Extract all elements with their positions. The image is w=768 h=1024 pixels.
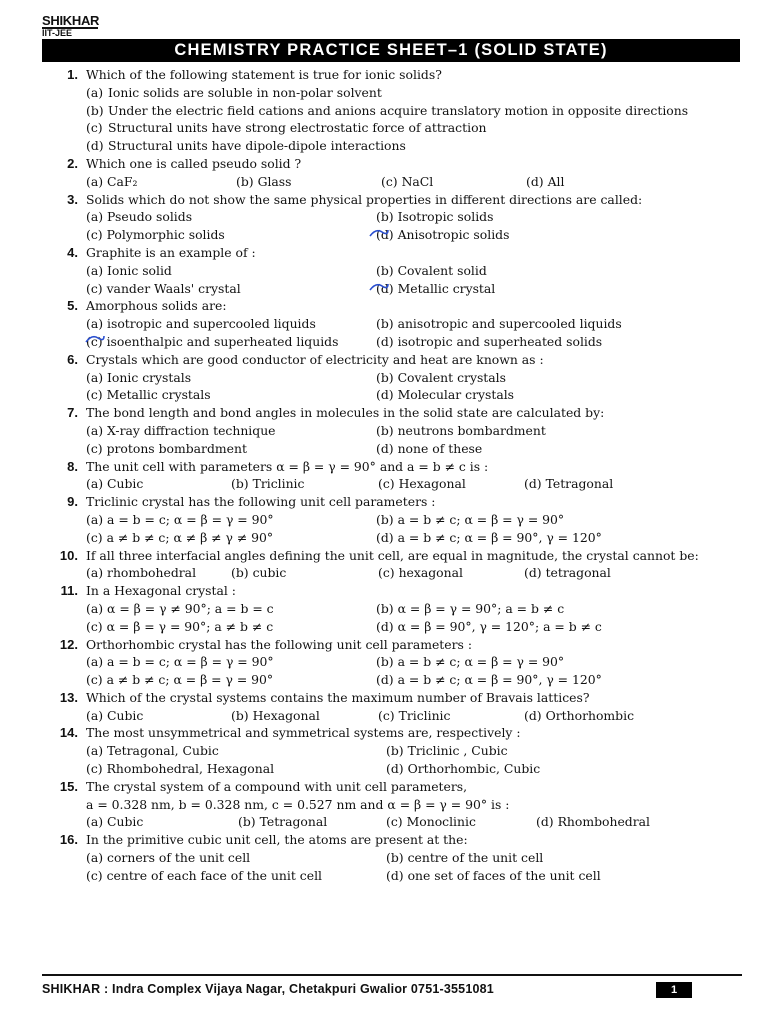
option-text: centre of the unit cell: [407, 850, 544, 866]
question-16: [42, 831, 742, 884]
option-text: none of these: [397, 440, 483, 456]
option-letter: (d): [86, 138, 104, 154]
option-text: Tetragonal, Cubic: [107, 743, 219, 759]
option-letter: (d): [386, 761, 404, 777]
option: [386, 760, 540, 778]
option-letter: (c): [86, 529, 103, 545]
option: [376, 529, 602, 547]
options-row: [86, 440, 742, 458]
question-number: 13.: [59, 689, 78, 705]
option-letter: (b): [238, 814, 256, 830]
option: [386, 867, 601, 885]
option-text: Cubic: [107, 814, 144, 830]
options-row: [86, 369, 742, 387]
option-letter: (a): [86, 850, 104, 866]
option-text: isotropic and superheated solids: [397, 333, 603, 349]
question-14: [42, 724, 742, 777]
option-letter: (a): [86, 600, 104, 616]
option-letter: (b): [376, 262, 394, 278]
question-number: 12.: [59, 636, 78, 652]
question-7: [42, 404, 742, 457]
question-text: Triclinic crystal has the following unit cell parameters :: [86, 494, 436, 510]
option: [524, 707, 634, 725]
option-letter: (c): [86, 618, 103, 634]
option-letter: (a): [86, 511, 104, 527]
question-1: [42, 66, 742, 155]
options-row: [86, 422, 742, 440]
option-text: Metallic crystal: [397, 280, 496, 296]
option: [86, 529, 376, 547]
option-text: cubic: [252, 565, 287, 581]
options-row: [86, 208, 742, 226]
option: [376, 440, 482, 458]
options-row: [86, 511, 742, 529]
option: [536, 813, 650, 831]
option: [231, 475, 304, 493]
question-11: [42, 582, 742, 635]
question-8: [42, 458, 742, 494]
option-text: Ionic solids are soluble in non-polar solvent: [108, 84, 382, 100]
option-letter: (a): [86, 262, 104, 278]
option: [386, 849, 543, 867]
option: [86, 618, 376, 636]
option: [376, 226, 509, 244]
option-text: a = b ≠ c; α = β = 90°, γ = 120°: [397, 529, 602, 545]
footer: [42, 974, 742, 996]
option: [376, 511, 564, 529]
option-letter: (b): [86, 102, 104, 118]
option-text: isoenthalpic and superheated liquids: [106, 333, 339, 349]
option: [376, 386, 514, 404]
options-row: [86, 226, 742, 244]
option-letter: (b): [376, 600, 394, 616]
option: [376, 369, 506, 387]
options-row: [86, 386, 742, 404]
option-text: hexagonal: [398, 565, 463, 581]
option: [86, 315, 376, 333]
option-letter: (d): [536, 814, 554, 830]
options-row: [86, 315, 742, 333]
option-text: a = b = c; α = β = γ = 90°: [107, 654, 274, 670]
option: [86, 511, 376, 529]
option-letter: (c): [86, 761, 103, 777]
question-number: 9.: [67, 494, 78, 510]
option-text: a ≠ b ≠ c; α = β = γ = 90°: [106, 672, 274, 688]
option: [86, 280, 376, 298]
question-2: [42, 155, 742, 191]
option: [86, 369, 376, 387]
option-letter: (d): [376, 387, 394, 403]
option-text: Monoclinic: [406, 814, 476, 830]
option: [86, 386, 376, 404]
options-row: [86, 671, 742, 689]
options-row: [86, 280, 742, 298]
option: [86, 564, 196, 582]
option-text: α = β = γ = 90°; a ≠ b ≠ c: [106, 618, 274, 634]
option-letter: (a): [86, 84, 104, 100]
question-text: Graphite is an example of :: [86, 244, 256, 260]
question-number: 16.: [59, 832, 78, 848]
option-letter: (b): [386, 850, 404, 866]
option: [526, 173, 564, 191]
option-letter: (b): [376, 316, 394, 332]
option-letter: (b): [231, 565, 249, 581]
option: [86, 226, 376, 244]
options-row: [86, 867, 742, 885]
options-row: [86, 707, 742, 725]
option: [378, 475, 466, 493]
option: [231, 707, 320, 725]
option-text: Orthorhombic, Cubic: [407, 761, 541, 777]
option-letter: (c): [386, 814, 403, 830]
option-text: Glass: [257, 173, 292, 189]
option: [386, 813, 476, 831]
option-text: Ionic solid: [107, 262, 172, 278]
option: [86, 173, 137, 191]
question-text: The bond length and bond angles in molecules in the solid state are calculated by:: [86, 405, 605, 421]
option-letter: (c): [86, 867, 103, 883]
option-text: a = b ≠ c; α = β = 90°, γ = 120°: [397, 672, 602, 688]
question-number: 8.: [67, 458, 78, 474]
option-text: Covalent crystals: [397, 369, 506, 385]
option-text: a = b ≠ c; α = β = γ = 90°: [397, 511, 565, 527]
question-10: [42, 547, 742, 583]
option-text: Rhombohedral, Hexagonal: [106, 761, 275, 777]
option-letter: (b): [231, 707, 249, 723]
option-letter: (c): [378, 476, 395, 492]
option: [376, 671, 602, 689]
option-text: Hexagonal: [252, 707, 320, 723]
option-text: All: [547, 173, 565, 189]
question-number: 14.: [59, 725, 78, 741]
option: [86, 849, 386, 867]
options-row: [86, 173, 742, 191]
options-row: [86, 262, 742, 280]
option-letter: (b): [236, 173, 254, 189]
option-letter: (c): [86, 672, 103, 688]
option: [381, 173, 433, 191]
option-text: Triclinic: [252, 476, 305, 492]
options-row: [86, 849, 742, 867]
question-4: [42, 244, 742, 297]
option-text: corners of the unit cell: [107, 850, 251, 866]
question-text: The crystal system of a compound with unit cell parameters,: [86, 778, 468, 794]
question-number: 5.: [67, 298, 78, 314]
option: [376, 280, 495, 298]
option-text: Under the electric field cations and anions acquire translatory motion in opposite directions: [108, 102, 689, 118]
option-text: a ≠ b ≠ c; α ≠ β ≠ γ ≠ 90°: [106, 529, 274, 545]
option-letter: (a): [86, 476, 104, 492]
options-row: [86, 760, 742, 778]
option-letter: (b): [376, 511, 394, 527]
option: [376, 262, 487, 280]
option: [86, 742, 386, 760]
option-letter: (c): [86, 280, 103, 296]
option: [236, 173, 292, 191]
option-text: anisotropic and supercooled liquids: [397, 316, 622, 332]
option-text: neutrons bombardment: [397, 422, 546, 438]
footer-address: SHIKHAR : Indra Complex Vijaya Nagar, Chetakpuri Gwalior 0751-3551081: [42, 982, 494, 996]
option: [86, 867, 386, 885]
option-text: tetragonal: [545, 565, 611, 581]
option-text: α = β = γ ≠ 90°; a = b = c: [107, 600, 274, 616]
option-letter: (a): [86, 743, 104, 759]
option-letter: (c): [381, 173, 398, 189]
option-letter: (b): [376, 654, 394, 670]
option-letter: (c): [86, 227, 103, 243]
option-text: centre of each face of the unit cell: [106, 867, 322, 883]
question-text: Orthorhombic crystal has the following unit cell parameters :: [86, 636, 473, 652]
option-row: [86, 137, 742, 155]
option: [86, 760, 386, 778]
option-text: Orthorhombic: [545, 707, 635, 723]
option-letter: (c): [86, 387, 103, 403]
option: [86, 813, 143, 831]
option: [376, 653, 564, 671]
question-number: 4.: [67, 244, 78, 260]
option-row: [86, 102, 742, 120]
options-row: [86, 600, 742, 618]
shikhar-logo: [42, 14, 122, 38]
option-text: Tetragonal: [545, 476, 614, 492]
option-text: isotropic and supercooled liquids: [107, 316, 316, 332]
option: [86, 600, 376, 618]
logo-name: SHIKHAR: [42, 13, 100, 28]
question-text: In the primitive cubic unit cell, the atoms are present at the:: [86, 832, 468, 848]
pen-mark-icon: [84, 332, 106, 346]
page-title: CHEMISTRY PRACTICE SHEET–1 (SOLID STATE): [42, 39, 740, 62]
option-text: α = β = 90°, γ = 120°; a = b ≠ c: [397, 618, 602, 634]
option-letter: (d): [376, 672, 394, 688]
question-text: The most unsymmetrical and symmetrical systems are, respectively :: [86, 725, 521, 741]
option-letter: (a): [86, 814, 104, 830]
option: [376, 618, 602, 636]
question-number: 11.: [60, 583, 78, 599]
question-text: Which of the following statement is true for ionic solids?: [86, 67, 442, 82]
option: [376, 333, 602, 351]
option-letter: (d): [376, 440, 394, 456]
option-text: Cubic: [107, 707, 144, 723]
option-letter: (a): [86, 654, 104, 670]
option-letter: (b): [386, 743, 404, 759]
option-text: Structural units have dipole-dipole interactions: [108, 138, 406, 154]
option-text: Metallic crystals: [106, 387, 211, 403]
option-text: α = β = γ = 90°; a = b ≠ c: [397, 600, 565, 616]
option-text: Molecular crystals: [397, 387, 515, 403]
question-number: 15.: [59, 778, 78, 794]
option-text: Hexagonal: [398, 476, 466, 492]
option-letter: (a): [86, 565, 104, 581]
option-letter: (a): [86, 173, 104, 189]
option-letter: (d): [376, 618, 394, 634]
option-text: a = b ≠ c; α = β = γ = 90°: [397, 654, 565, 670]
question-number: 10.: [59, 547, 78, 563]
option-letter: (d): [524, 707, 542, 723]
options-row: [86, 333, 742, 351]
option-text: Rhombohedral: [557, 814, 650, 830]
option: [376, 422, 546, 440]
option: [524, 564, 611, 582]
option-text: CaF₂: [107, 173, 138, 189]
option-letter: (d): [376, 333, 394, 349]
option-letter: (a): [86, 369, 104, 385]
option-letter: (b): [376, 422, 394, 438]
question-6: [42, 351, 742, 404]
question-number: 3.: [67, 191, 78, 207]
option-text: Triclinic: [398, 707, 451, 723]
question-3: [42, 191, 742, 244]
question-text: In a Hexagonal crystal :: [86, 583, 236, 599]
option-text: Isotropic solids: [397, 209, 494, 225]
question-5: [42, 297, 742, 350]
option-letter: (d): [386, 867, 404, 883]
option-text: Triclinic , Cubic: [407, 743, 508, 759]
question-text-cont: a = 0.328 nm, b = 0.328 nm, c = 0.527 nm and α = β = γ = 90° is :: [86, 796, 510, 812]
option-row: [86, 84, 742, 102]
question-13: [42, 689, 742, 725]
options-row: [86, 564, 742, 582]
option: [86, 707, 143, 725]
option-letter: (a): [86, 422, 104, 438]
option-letter: (b): [376, 369, 394, 385]
option: [386, 742, 508, 760]
option-letter: (d): [524, 476, 542, 492]
option-text: Tetragonal: [259, 814, 328, 830]
option-letter: (d): [376, 227, 394, 243]
option-text: Ionic crystals: [107, 369, 192, 385]
option: [376, 315, 622, 333]
question-number: 6.: [67, 351, 78, 367]
option-text: protons bombardment: [106, 440, 247, 456]
question-text: Which of the crystal systems contains the maximum number of Bravais lattices?: [86, 689, 590, 705]
option-text: one set of faces of the unit cell: [407, 867, 601, 883]
question-9: [42, 493, 742, 546]
options-row: [86, 742, 742, 760]
option: [376, 208, 493, 226]
option-letter: (d): [376, 529, 394, 545]
option-letter: (a): [86, 316, 104, 332]
question-text: Which one is called pseudo solid ?: [86, 155, 302, 171]
question-text: The unit cell with parameters α = β = γ = 90° and a = b ≠ c is :: [86, 458, 489, 474]
option-letter: (c): [378, 707, 395, 723]
option-letter: (b): [376, 209, 394, 225]
option-letter: (c): [378, 565, 395, 581]
options-row: [86, 618, 742, 636]
option: [86, 475, 143, 493]
option-text: X-ray diffraction technique: [107, 422, 276, 438]
question-text: Crystals which are good conductor of electricity and heat are known as :: [86, 351, 544, 367]
option: [231, 564, 286, 582]
question-text: Solids which do not show the same physical properties in different directions are called:: [86, 191, 643, 207]
option: [378, 564, 463, 582]
option-letter: (b): [231, 476, 249, 492]
option: [86, 671, 376, 689]
option-text: Pseudo solids: [107, 209, 193, 225]
option-letter: (c): [86, 440, 103, 456]
option: [376, 600, 564, 618]
option-text: Structural units have strong electrostatic force of attraction: [108, 120, 487, 136]
option-text: NaCl: [401, 173, 434, 189]
option-letter: (c): [86, 120, 103, 136]
question-number: 1.: [67, 67, 78, 82]
options-row: [86, 529, 742, 547]
question-text: If all three interfacial angles defining the unit cell, are equal in magnitude, the crystal cannot be:: [86, 547, 699, 563]
question-15: [42, 778, 742, 831]
option: [86, 440, 376, 458]
option-text: Polymorphic solids: [106, 227, 225, 243]
options-row: [86, 653, 742, 671]
option-text: Anisotropic solids: [397, 227, 510, 243]
question-list: [42, 66, 742, 885]
option-letter: (a): [86, 209, 104, 225]
options-row: [86, 813, 742, 831]
pen-mark-icon: [368, 280, 390, 294]
question-number: 7.: [67, 405, 78, 421]
question-number: 2.: [67, 155, 78, 171]
option-letter: (c): [86, 333, 103, 349]
option-text: Covalent solid: [397, 262, 487, 278]
page-number: 1: [656, 982, 692, 998]
option-letter: (a): [86, 707, 104, 723]
question-12: [42, 636, 742, 689]
option-letter: (d): [524, 565, 542, 581]
question-text: Amorphous solids are:: [86, 298, 227, 314]
option: [86, 653, 376, 671]
option-text: vander Waals' crystal: [106, 280, 241, 296]
option-letter: (d): [526, 173, 544, 189]
option: [378, 707, 450, 725]
option-letter: (d): [376, 280, 394, 296]
option: [86, 262, 376, 280]
option: [86, 422, 376, 440]
option-row: [86, 119, 742, 137]
option: [238, 813, 327, 831]
option-text: rhombohedral: [107, 565, 197, 581]
option: [86, 333, 376, 351]
logo-subtitle: IIT-JEE: [42, 27, 98, 38]
option-text: a = b = c; α = β = γ = 90°: [107, 511, 274, 527]
option-text: Cubic: [107, 476, 144, 492]
option: [86, 208, 376, 226]
pen-mark-icon: [368, 226, 390, 240]
option: [524, 475, 613, 493]
options-row: [86, 475, 742, 493]
